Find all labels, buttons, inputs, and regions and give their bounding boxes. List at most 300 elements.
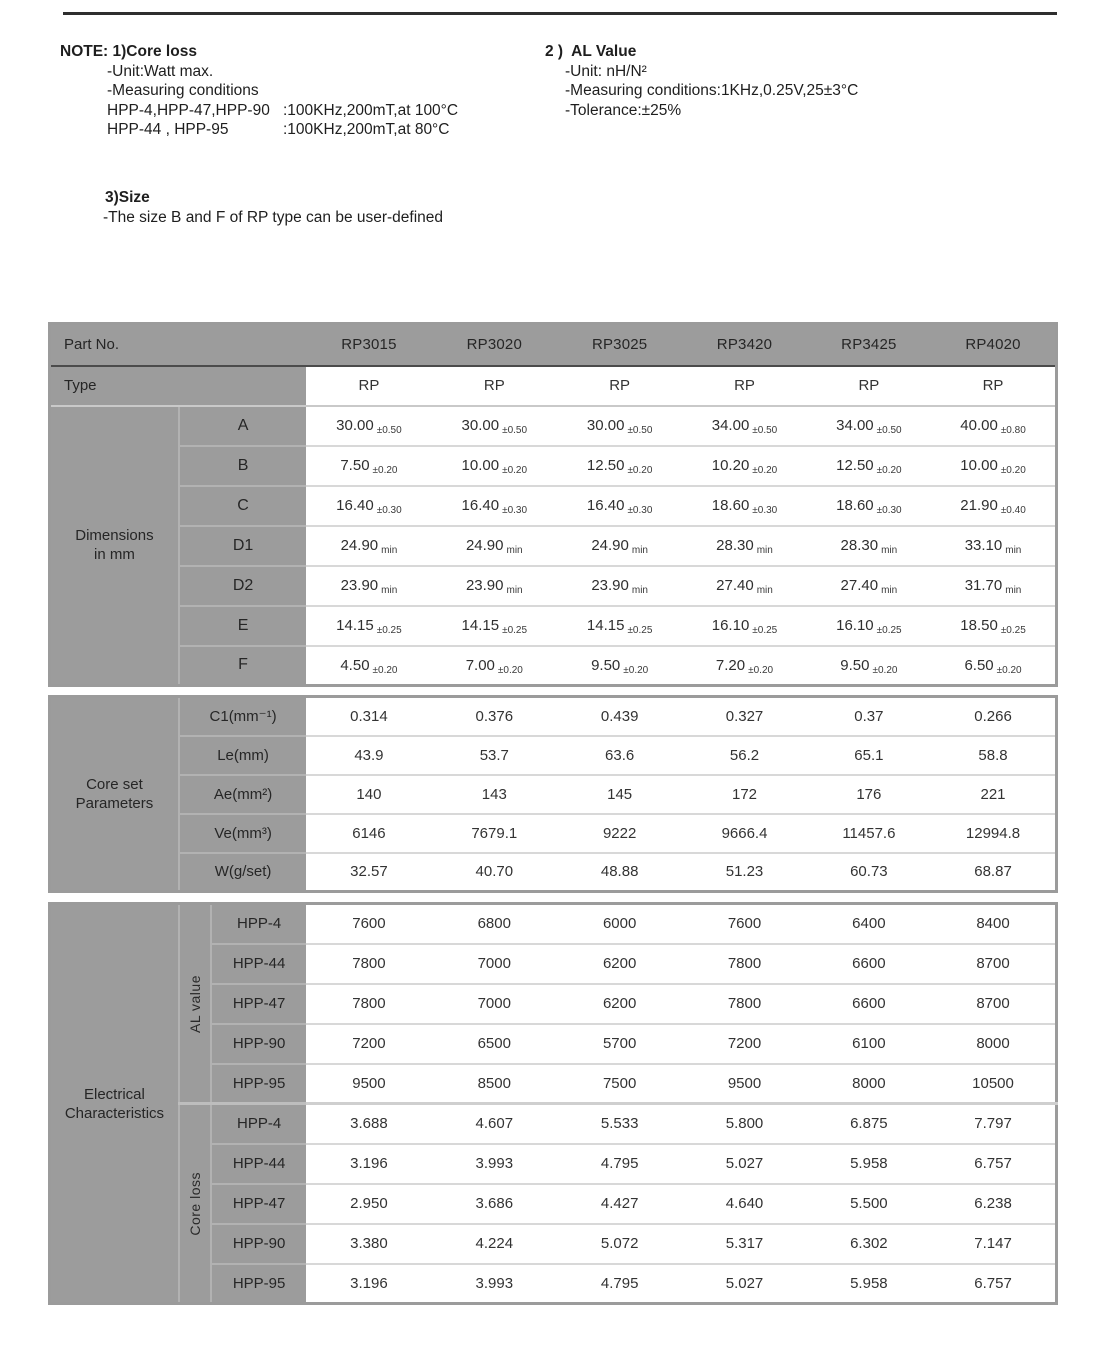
parameter-value: 176 xyxy=(807,775,931,814)
material-label: HPP-4 xyxy=(211,1104,306,1144)
dimension-value xyxy=(557,566,682,606)
dimension-value xyxy=(306,646,431,686)
dimension-value xyxy=(682,646,806,686)
characteristic-value: 4.607 xyxy=(432,1104,557,1144)
dimension-value-main: 34.00 xyxy=(836,417,874,434)
characteristic-value: 7200 xyxy=(306,1024,431,1064)
spec-tables xyxy=(48,322,1058,1305)
characteristic-value: 3.686 xyxy=(432,1184,557,1224)
type-value: RP xyxy=(306,366,431,406)
parameter-value: 63.6 xyxy=(557,736,682,775)
dimension-value-main: 9.50 xyxy=(840,656,870,674)
dimension-value xyxy=(306,606,431,646)
type-value: RP xyxy=(557,366,682,406)
note-al-value-unit: -Unit: nH/N² xyxy=(565,62,647,80)
dimension-value-main: 16.40 xyxy=(461,497,500,514)
characteristic-value: 6800 xyxy=(432,904,557,944)
parameter-value: 60.73 xyxy=(807,853,931,892)
dimension-value xyxy=(682,526,806,566)
dimension-value-main: 31.70 xyxy=(964,577,1003,594)
characteristic-value: 6500 xyxy=(432,1024,557,1064)
dimension-value-tolerance: ±0.50 xyxy=(876,425,902,436)
characteristic-value: 5.958 xyxy=(807,1144,931,1184)
dimension-value-main: 12.50 xyxy=(836,457,874,474)
material-label: HPP-90 xyxy=(211,1024,306,1064)
characteristic-value: 3.380 xyxy=(306,1224,431,1264)
parameter-value: 7679.1 xyxy=(432,814,557,853)
dimension-value-main: 24.90 xyxy=(465,537,504,554)
dimension-value-main: 30.00 xyxy=(586,417,625,434)
dimension-value-main: 18.50 xyxy=(960,617,998,634)
note-core-loss-title: NOTE: 1)Core loss xyxy=(60,43,197,60)
characteristic-value: 5.027 xyxy=(682,1144,806,1184)
condition-spec: :100KHz,200mT,at 80°C xyxy=(283,121,450,138)
material-label: HPP-95 xyxy=(211,1064,306,1104)
dimension-value-tolerance: min xyxy=(631,585,648,596)
type-value: RP xyxy=(931,366,1056,406)
characteristic-value: 2.950 xyxy=(306,1184,431,1224)
parameter-value: 0.376 xyxy=(432,697,557,736)
dimension-value xyxy=(931,606,1056,646)
dimension-value-tolerance: ±0.80 xyxy=(1000,425,1026,436)
material-label: HPP-95 xyxy=(211,1264,306,1304)
dimension-value-main: 14.15 xyxy=(586,617,625,634)
type-label: Type xyxy=(50,366,307,406)
dimension-value-main: 28.30 xyxy=(840,537,879,554)
vertical-label-text: Core loss xyxy=(186,1171,203,1236)
parameter-value: 32.57 xyxy=(306,853,431,892)
dimension-value xyxy=(807,526,931,566)
note-size-line: -The size B and F of RP type can be user-defined xyxy=(103,208,444,226)
dimension-label-E: E xyxy=(179,606,306,646)
dimension-value-main: 10.20 xyxy=(711,457,750,474)
dimension-value-main: 40.00 xyxy=(960,417,998,434)
column-header-RP4020: RP4020 xyxy=(931,324,1056,366)
parameter-value: 9222 xyxy=(557,814,682,853)
dimension-value-main: 7.00 xyxy=(465,656,495,674)
al-value-vertical-label xyxy=(179,904,211,1104)
dimension-value-tolerance: ±0.50 xyxy=(627,425,653,436)
electrical-characteristics-table xyxy=(48,902,1058,1305)
dimension-value xyxy=(931,526,1056,566)
dimension-label-D2: D2 xyxy=(179,566,306,606)
parameter-value: 6146 xyxy=(306,814,431,853)
characteristic-value: 3.993 xyxy=(432,1264,557,1304)
dimension-value xyxy=(306,406,431,446)
characteristic-value: 7.797 xyxy=(931,1104,1056,1144)
dimension-value-tolerance: min xyxy=(756,545,773,556)
part-no-row xyxy=(50,324,1057,366)
characteristic-value: 6.757 xyxy=(931,1144,1056,1184)
dimension-value-main: 16.10 xyxy=(711,617,750,634)
characteristic-value: 8400 xyxy=(931,904,1056,944)
dimension-value xyxy=(432,646,557,686)
dimension-value xyxy=(682,446,806,486)
dimension-value-main: 14.15 xyxy=(336,617,374,634)
dimension-value-tolerance: ±0.20 xyxy=(372,465,398,476)
dimension-value-tolerance: ±0.30 xyxy=(752,505,778,516)
dimension-value-main: 7.20 xyxy=(715,656,746,674)
dimension-value xyxy=(432,566,557,606)
core-loss-row-HPP-4 xyxy=(50,1104,1057,1144)
dimension-value xyxy=(306,526,431,566)
dimension-value-tolerance: ±0.20 xyxy=(872,664,898,676)
dimension-row-B xyxy=(50,446,1057,486)
top-rule xyxy=(63,12,1057,15)
dimension-value-tolerance: min xyxy=(756,585,773,596)
dimension-value-tolerance: ±0.20 xyxy=(876,465,902,476)
parameter-label: W(g/set) xyxy=(179,853,306,892)
characteristic-value: 7000 xyxy=(432,944,557,984)
dimension-value xyxy=(306,446,431,486)
dimension-value xyxy=(807,446,931,486)
dimension-value-tolerance: ±0.50 xyxy=(752,425,778,436)
dimension-value-main: 12.50 xyxy=(586,457,625,474)
parameter-value: 53.7 xyxy=(432,736,557,775)
dimension-value-tolerance: ±0.20 xyxy=(372,664,398,676)
column-header-RP3420: RP3420 xyxy=(682,324,806,366)
characteristic-value: 7.147 xyxy=(931,1224,1056,1264)
dimension-value-tolerance: ±0.20 xyxy=(1000,465,1026,476)
dimension-value xyxy=(807,566,931,606)
note-al-value-measuring: -Measuring conditions:1KHz,0.25V,25±3°C xyxy=(565,82,859,99)
characteristic-value: 6400 xyxy=(807,904,931,944)
electrical-group-label xyxy=(50,904,179,1304)
dimension-value-main: 7.50 xyxy=(340,457,370,474)
dimension-value-main: 14.15 xyxy=(461,617,500,634)
dimension-value xyxy=(557,406,682,446)
characteristic-value: 5.800 xyxy=(682,1104,806,1144)
dimension-value-main: 9.50 xyxy=(591,656,621,674)
parameter-value: 65.1 xyxy=(807,736,931,775)
condition-materials: HPP-44 , HPP-95 xyxy=(107,121,229,138)
dimension-value-main: 6.50 xyxy=(964,656,994,674)
dimension-row-D1 xyxy=(50,526,1057,566)
dimension-value-tolerance: ±0.20 xyxy=(748,664,774,676)
dimension-value-main: 16.10 xyxy=(836,617,874,634)
dimensions-group-label xyxy=(50,406,179,686)
dimension-value-main: 16.40 xyxy=(336,497,374,514)
parameter-value: 56.2 xyxy=(682,736,806,775)
parameter-label: Ae(mm²) xyxy=(179,775,306,814)
group-label-line: Parameters xyxy=(75,795,154,812)
dimension-value-tolerance: min xyxy=(881,545,898,556)
parameter-label: Le(mm) xyxy=(179,736,306,775)
dimension-value xyxy=(931,566,1056,606)
parameter-value: 11457.6 xyxy=(807,814,931,853)
dimension-value-tolerance: min xyxy=(1005,545,1022,556)
parameter-value: 43.9 xyxy=(306,736,431,775)
dimension-value xyxy=(557,646,682,686)
dimension-value-tolerance: ±0.30 xyxy=(502,505,528,516)
dimension-row-D2 xyxy=(50,566,1057,606)
dimension-value-main: 34.00 xyxy=(711,417,750,434)
dimension-label-F: F xyxy=(179,646,306,686)
dimension-value-tolerance: ±0.20 xyxy=(623,664,649,676)
dimension-value-main: 23.90 xyxy=(340,577,379,594)
dimension-value xyxy=(557,526,682,566)
characteristic-value: 7000 xyxy=(432,984,557,1024)
dimension-value-tolerance: ±0.50 xyxy=(502,425,528,436)
dimension-value xyxy=(807,646,931,686)
characteristic-value: 7600 xyxy=(306,904,431,944)
parameter-value: 0.266 xyxy=(931,697,1056,736)
characteristic-value: 8700 xyxy=(931,984,1056,1024)
dimension-value-tolerance: ±0.20 xyxy=(502,465,528,476)
characteristic-value: 8000 xyxy=(807,1064,931,1104)
parameter-value: 140 xyxy=(306,775,431,814)
dimension-value-tolerance: ±0.25 xyxy=(876,625,902,636)
parameter-value: 221 xyxy=(931,775,1056,814)
dimension-label-D1: D1 xyxy=(179,526,306,566)
dimension-value xyxy=(807,406,931,446)
dimension-value-tolerance: min xyxy=(381,545,398,556)
dimension-row-A xyxy=(50,406,1057,446)
dimension-value-tolerance: ±0.25 xyxy=(627,625,653,636)
group-label-line: in mm xyxy=(94,546,135,564)
characteristic-value: 10500 xyxy=(931,1064,1056,1104)
dimension-value-main: 30.00 xyxy=(461,417,500,434)
characteristic-value: 7800 xyxy=(682,984,806,1024)
dimension-value-tolerance: ±0.25 xyxy=(376,625,402,636)
dimension-value xyxy=(807,486,931,526)
dimension-value-tolerance: ±0.30 xyxy=(627,505,653,516)
dimension-value-tolerance: ±0.30 xyxy=(376,505,402,516)
dimension-value-main: 16.40 xyxy=(586,497,625,514)
dimension-value-main: 21.90 xyxy=(960,497,998,514)
dimension-value-tolerance: min xyxy=(1005,585,1022,596)
characteristic-value: 7800 xyxy=(306,944,431,984)
characteristic-value: 6100 xyxy=(807,1024,931,1064)
characteristic-value: 5.500 xyxy=(807,1184,931,1224)
material-label: HPP-47 xyxy=(211,1184,306,1224)
dimension-label-C: C xyxy=(179,486,306,526)
dimension-value-main: 23.90 xyxy=(591,577,629,594)
material-label: HPP-44 xyxy=(211,1144,306,1184)
characteristic-value: 4.427 xyxy=(557,1184,682,1224)
group-label-line: Electrical xyxy=(84,1085,145,1103)
parameter-row xyxy=(50,697,1057,736)
parameter-value: 172 xyxy=(682,775,806,814)
characteristic-value: 7500 xyxy=(557,1064,682,1104)
characteristic-value: 6.238 xyxy=(931,1184,1056,1224)
dimension-value xyxy=(931,406,1056,446)
parameter-row xyxy=(50,775,1057,814)
condition-materials: HPP-4,HPP-47,HPP-90 xyxy=(107,101,270,119)
material-label: HPP-4 xyxy=(211,904,306,944)
column-header-RP3020: RP3020 xyxy=(432,324,557,366)
group-label-line: Characteristics xyxy=(64,1104,165,1122)
dimension-value xyxy=(807,606,931,646)
dimension-value-tolerance: ±0.25 xyxy=(1000,625,1026,636)
dimension-value xyxy=(432,606,557,646)
characteristic-value: 7800 xyxy=(682,944,806,984)
dimension-value xyxy=(682,606,806,646)
characteristic-value: 6200 xyxy=(557,984,682,1024)
note-size xyxy=(103,188,443,227)
characteristic-value: 3.196 xyxy=(306,1144,431,1184)
column-header-RP3015: RP3015 xyxy=(306,324,431,366)
dimension-value-main: 18.60 xyxy=(711,497,750,514)
characteristic-value: 4.640 xyxy=(682,1184,806,1224)
dimension-value-tolerance: ±0.20 xyxy=(627,465,653,476)
dimension-value xyxy=(682,406,806,446)
dimension-value xyxy=(432,446,557,486)
dimension-value xyxy=(682,566,806,606)
parameter-value: 48.88 xyxy=(557,853,682,892)
al-value-row-HPP-4 xyxy=(50,904,1057,944)
column-header-RP3025: RP3025 xyxy=(557,324,682,366)
characteristic-value: 6.875 xyxy=(807,1104,931,1144)
parameter-row xyxy=(50,853,1057,892)
characteristic-value: 7800 xyxy=(306,984,431,1024)
type-value: RP xyxy=(682,366,806,406)
dimension-value xyxy=(306,486,431,526)
parameter-value: 12994.8 xyxy=(931,814,1056,853)
parameter-value: 0.37 xyxy=(807,697,931,736)
dimension-value-main: 33.10 xyxy=(964,537,1003,554)
characteristic-value: 7200 xyxy=(682,1024,806,1064)
characteristic-value: 5700 xyxy=(557,1024,682,1064)
parameter-value: 145 xyxy=(557,775,682,814)
parameter-value: 9666.4 xyxy=(682,814,806,853)
parameter-value: 0.439 xyxy=(557,697,682,736)
characteristic-value: 9500 xyxy=(306,1064,431,1104)
dimension-value-tolerance: ±0.30 xyxy=(876,505,902,516)
dimension-value-tolerance: ±0.25 xyxy=(502,625,528,636)
dimension-value-main: 28.30 xyxy=(716,537,754,554)
dimension-value-main: 4.50 xyxy=(340,656,370,674)
dimension-value-tolerance: ±0.20 xyxy=(996,664,1022,676)
parameter-value: 68.87 xyxy=(931,853,1056,892)
dimension-value-main: 10.00 xyxy=(461,457,500,474)
parameter-label: Ve(mm³) xyxy=(179,814,306,853)
parameter-value: 40.70 xyxy=(432,853,557,892)
parameter-value: 143 xyxy=(432,775,557,814)
dimension-value xyxy=(557,486,682,526)
material-label: HPP-90 xyxy=(211,1224,306,1264)
characteristic-value: 6000 xyxy=(557,904,682,944)
characteristic-value: 3.196 xyxy=(306,1264,431,1304)
parameter-row xyxy=(50,736,1057,775)
dimension-label-A: A xyxy=(179,406,306,446)
vertical-label-text: AL value xyxy=(186,974,203,1033)
characteristic-value: 4.224 xyxy=(432,1224,557,1264)
parameter-value: 51.23 xyxy=(682,853,806,892)
note-al-value xyxy=(545,42,858,120)
note-core-loss-measuring: -Measuring conditions xyxy=(107,82,259,99)
characteristic-value: 6200 xyxy=(557,944,682,984)
characteristic-value: 5.072 xyxy=(557,1224,682,1264)
dimension-value xyxy=(557,606,682,646)
characteristic-value: 4.795 xyxy=(557,1144,682,1184)
dimension-value xyxy=(557,446,682,486)
note-al-value-title: 2 ) AL Value xyxy=(545,43,637,60)
note-al-value-tolerance: -Tolerance:±25% xyxy=(565,101,682,119)
characteristic-value: 8500 xyxy=(432,1064,557,1104)
characteristic-value: 6.302 xyxy=(807,1224,931,1264)
dimension-row-E xyxy=(50,606,1057,646)
dimension-row-C xyxy=(50,486,1057,526)
dimension-value-tolerance: ±0.25 xyxy=(752,625,778,636)
type-value: RP xyxy=(807,366,931,406)
part-no-label: Part No. xyxy=(50,324,307,366)
dimension-value-tolerance: min xyxy=(881,585,898,596)
parameter-row xyxy=(50,814,1057,853)
characteristic-value: 6600 xyxy=(807,944,931,984)
dimension-row-F xyxy=(50,646,1057,686)
dimension-value xyxy=(432,486,557,526)
dimension-value-main: 30.00 xyxy=(336,417,374,434)
parameter-value: 0.314 xyxy=(306,697,431,736)
dimension-value-main: 27.40 xyxy=(840,577,879,594)
dimension-label-B: B xyxy=(179,446,306,486)
dimension-value-tolerance: min xyxy=(506,585,523,596)
characteristic-value: 6.757 xyxy=(931,1264,1056,1304)
group-label-line: Dimensions xyxy=(75,527,154,545)
note-core-loss-condition-1 xyxy=(107,101,458,121)
dimension-value-main: 18.60 xyxy=(836,497,874,514)
core-set-parameters-table xyxy=(48,695,1058,893)
dimension-value xyxy=(931,486,1056,526)
column-header-RP3425: RP3425 xyxy=(807,324,931,366)
core-loss-vertical-label xyxy=(179,1104,211,1304)
characteristic-value: 5.027 xyxy=(682,1264,806,1304)
dimension-value-tolerance: min xyxy=(506,545,523,556)
core-set-group-label xyxy=(50,697,179,892)
dimension-value xyxy=(432,526,557,566)
dimension-value-main: 10.00 xyxy=(960,457,998,474)
dimension-value xyxy=(432,406,557,446)
condition-spec: :100KHz,200mT,at 100°C xyxy=(283,101,459,119)
dimension-value-tolerance: ±0.20 xyxy=(497,664,523,676)
dimension-value-tolerance: ±0.50 xyxy=(376,425,402,436)
parameter-value: 0.327 xyxy=(682,697,806,736)
characteristic-value: 5.317 xyxy=(682,1224,806,1264)
characteristic-value: 3.993 xyxy=(432,1144,557,1184)
dimension-value-main: 27.40 xyxy=(716,577,754,594)
characteristic-value: 9500 xyxy=(682,1064,806,1104)
note-core-loss xyxy=(60,42,458,140)
characteristic-value: 7600 xyxy=(682,904,806,944)
characteristic-value: 5.533 xyxy=(557,1104,682,1144)
dimension-value xyxy=(306,566,431,606)
note-core-loss-unit: -Unit:Watt max. xyxy=(107,62,214,80)
note-size-title: 3)Size xyxy=(105,189,150,206)
dimension-value-tolerance: min xyxy=(631,545,648,556)
type-value: RP xyxy=(432,366,557,406)
dimension-value-tolerance: ±0.40 xyxy=(1000,505,1026,516)
dimensions-table xyxy=(48,322,1058,687)
characteristic-value: 5.958 xyxy=(807,1264,931,1304)
characteristic-value: 8000 xyxy=(931,1024,1056,1064)
parameter-label: C1(mm⁻¹) xyxy=(179,697,306,736)
type-row xyxy=(50,366,1057,406)
characteristic-value: 8700 xyxy=(931,944,1056,984)
dimension-value xyxy=(682,486,806,526)
dimension-value xyxy=(931,646,1056,686)
characteristic-value: 4.795 xyxy=(557,1264,682,1304)
dimension-value-tolerance: ±0.20 xyxy=(752,465,778,476)
parameter-value: 58.8 xyxy=(931,736,1056,775)
characteristic-value: 3.688 xyxy=(306,1104,431,1144)
material-label: HPP-47 xyxy=(211,984,306,1024)
dimension-value-tolerance: min xyxy=(381,585,398,596)
dimension-value-main: 24.90 xyxy=(591,537,629,554)
material-label: HPP-44 xyxy=(211,944,306,984)
dimension-value-main: 24.90 xyxy=(340,537,379,554)
dimension-value xyxy=(931,446,1056,486)
